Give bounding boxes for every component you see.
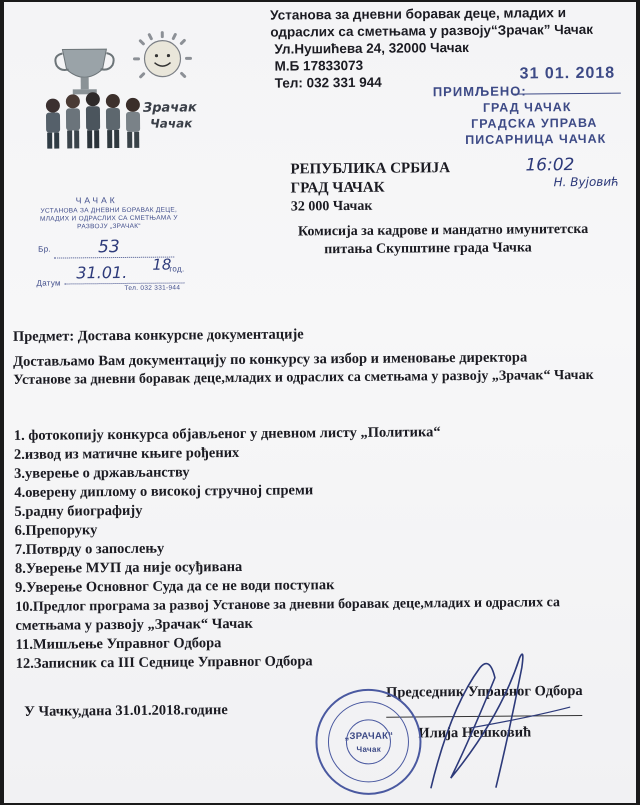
document-list [14, 422, 561, 674]
letterhead-phone: Тел: 032 331 944 [274, 74, 382, 91]
filing-org: УСТАНОВА ЗА ДНЕВНИ БОРАВАК ДЕЦЕ, МЛАДИХ И ОДРАСЛИХ СА СМЕТЊАМА У РАЗВОЈУ „ЗРАЧАК“ [39, 206, 178, 231]
letterhead-address: Ул.Нушићева 24, 32000 Чачак [274, 39, 469, 57]
letterhead-line2: одраслих са сметњама у развоју“Зрачак” Чачак [270, 21, 594, 40]
filing-phone: Тел. 032 331-944 [124, 284, 181, 292]
received-date: 31 01. 2018 [519, 64, 616, 83]
letterhead-mb: М.Б 17833073 [274, 57, 364, 74]
list-item: 3.уверење о држављанству [14, 464, 190, 482]
list-item: 4.оверену диплому о високој стручној спреми [14, 482, 314, 501]
received-line3: ПИСАРНИЦА ЧАЧАК [465, 131, 607, 147]
intro-line1: Достављамо Вам документацију по конкурсу за избор и именовање директора [13, 349, 528, 370]
intro-line2: Установе за дневни боравак деце,младих и одраслих са сметњама у развоју „Зрачак“ Чачак [13, 367, 594, 388]
document-page [4, 2, 636, 803]
filing-year-suffix: год. [169, 264, 185, 274]
received-time: 16:02 [525, 155, 575, 176]
subject-line: Предмет: Достава конкурсне документације [12, 326, 304, 345]
recipient-line3: 32 000 Чачак [290, 198, 373, 215]
round-stamp-center2: Чачак [356, 744, 382, 754]
letterhead-line1: Установа за дневни боравак деце, младих и [270, 5, 567, 23]
logo-graphic [34, 28, 215, 160]
recipient-commission-2: питања Скупштине града Чачка [324, 240, 532, 258]
logo [34, 28, 215, 160]
received-handwritten-name: Н. Вујовић [553, 174, 620, 190]
list-item: 9.Уверење Основног Суда да се не води поступак [15, 577, 335, 596]
received-label: ПРИМЉЕНО: [432, 83, 527, 100]
recipient-line1: РЕПУБЛИКА СРБИЈА [290, 160, 451, 178]
signature-scribble [410, 647, 591, 799]
logo-text-1: Зрачак [142, 100, 197, 116]
signatory-name: Илија Нешковић [418, 724, 532, 742]
list-item: 6.Препоруку [14, 522, 98, 539]
list-item: 2.извод из матичне књиге рођених [13, 444, 240, 463]
filing-date: 31.01. [76, 262, 128, 283]
list-item: 10.Предлог програма за развој Установе за дневни боравак деце,младих и одраслих са [15, 595, 561, 615]
filing-city: ЧАЧАК [75, 195, 118, 206]
list-item: 11.Мишљење Управног Одбора [15, 635, 222, 653]
filing-number-label: Бр. [38, 244, 52, 254]
list-item: сметњама у развоју „Зрачак“ Чачак [15, 615, 253, 634]
recipient-line2: ГРАД ЧАЧАК [290, 179, 385, 197]
list-item: 7.Потврду о запослењу [14, 540, 165, 558]
place-date: У Чачку,дана 31.01.2018.године [24, 702, 228, 720]
signatory-title: Председник Управног Одбора [385, 682, 583, 701]
filing-year: 18 [152, 255, 172, 274]
list-item: 5.радну биографију [14, 502, 143, 520]
filing-number: 53 [98, 236, 120, 258]
received-line1: ГРАД ЧАЧАК [482, 100, 572, 115]
logo-text-2: Чачак [150, 116, 193, 131]
received-line2: ГРАДСКА УПРАВА [471, 115, 598, 131]
recipient-commission-1: Комисија за кадрове и мандатно имунитетска [297, 221, 589, 240]
round-stamp-center1: „ЗРАЧАК“ [344, 730, 394, 743]
list-item: 1. фотокопију конкурса објављеног у дневном листу „Политика“ [13, 424, 441, 444]
filing-date-label: Датум [36, 278, 61, 288]
received-underline [513, 93, 621, 95]
list-item: 8.Уверење МУП да није осуђивана [14, 558, 243, 577]
list-item: 12.Записник са III Седнице Управног Одбора [15, 653, 313, 672]
